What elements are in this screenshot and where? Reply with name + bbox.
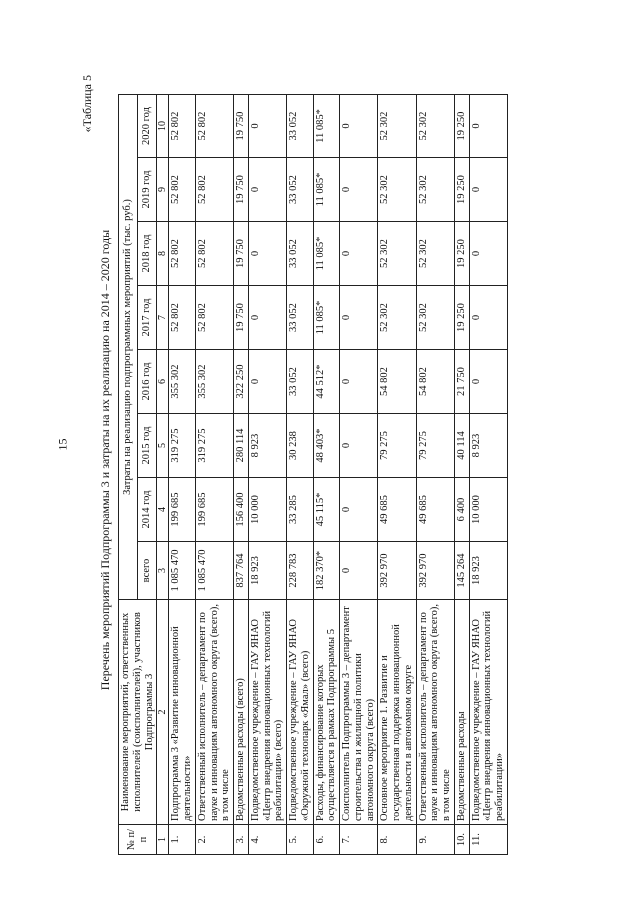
row-name: Соисполнитель Подпрограммы 3 – департамент строительства и жилищной политики автономного округа (всего) bbox=[340, 600, 378, 825]
table-row bbox=[313, 95, 340, 855]
header-costs: Затраты на реализацию подпрограммных мероприятий (тыс. руб.) bbox=[119, 95, 138, 600]
row-year-value: 52 302 bbox=[378, 286, 416, 350]
row-number: 10. bbox=[454, 825, 469, 855]
row-year-value: 11 085* bbox=[313, 158, 340, 222]
row-year-value: 0 bbox=[340, 350, 378, 414]
row-name: Ведомственные расходы bbox=[454, 600, 469, 825]
column-index: 8 bbox=[157, 222, 169, 286]
table-body bbox=[169, 95, 508, 855]
row-year-value: 11 085* bbox=[313, 95, 340, 158]
row-year-value: 33 052 bbox=[287, 222, 314, 286]
row-year-value: 0 bbox=[469, 158, 507, 222]
row-year-value: 49 685 bbox=[416, 478, 454, 542]
row-year-value: 11 085* bbox=[313, 286, 340, 350]
row-year-value: 30 238 bbox=[287, 414, 314, 478]
header-year: 2019 год bbox=[138, 158, 157, 222]
document-title: Перечень мероприятий Подпрограммы 3 и затраты на их реализацию на 2014 – 2020 годы bbox=[98, 229, 112, 691]
row-name: Основное мероприятие 1. Развитие и государственная поддержка инновационной деятельности в автономном округе bbox=[378, 600, 416, 825]
row-year-value: 0 bbox=[248, 350, 286, 414]
row-year-value: 33 285 bbox=[287, 478, 314, 542]
row-year-value: 52 302 bbox=[378, 222, 416, 286]
row-year-value: 156 400 bbox=[234, 478, 249, 542]
row-number: 6. bbox=[313, 825, 340, 855]
row-total: 837 764 bbox=[234, 542, 249, 600]
header-row-1 bbox=[119, 95, 138, 855]
row-year-value: 10 000 bbox=[248, 478, 286, 542]
table-row bbox=[234, 95, 249, 855]
row-year-value: 322 250 bbox=[234, 350, 249, 414]
row-number: 7. bbox=[340, 825, 378, 855]
row-year-value: 10 000 bbox=[469, 478, 507, 542]
table-row bbox=[454, 95, 469, 855]
row-total: 1 085 470 bbox=[169, 542, 196, 600]
table-row bbox=[195, 95, 233, 855]
row-total: 1 085 470 bbox=[195, 542, 233, 600]
row-total: 392 970 bbox=[416, 542, 454, 600]
row-year-value: 54 802 bbox=[416, 350, 454, 414]
table-row bbox=[378, 95, 416, 855]
column-index: 5 bbox=[157, 414, 169, 478]
row-year-value: 0 bbox=[248, 158, 286, 222]
row-year-value: 19 750 bbox=[234, 158, 249, 222]
row-year-value: 33 052 bbox=[287, 350, 314, 414]
row-year-value: 0 bbox=[340, 95, 378, 158]
row-name: Ведомственные расходы (всего) bbox=[234, 600, 249, 825]
table-row bbox=[340, 95, 378, 855]
header-year: 2020 год bbox=[138, 95, 157, 158]
row-year-value: 54 802 bbox=[378, 350, 416, 414]
row-total: 0 bbox=[340, 542, 378, 600]
row-number: 2. bbox=[195, 825, 233, 855]
row-year-value: 40 114 bbox=[454, 414, 469, 478]
row-total: 18 923 bbox=[248, 542, 286, 600]
row-number: 1. bbox=[169, 825, 196, 855]
header-year: 2015 год bbox=[138, 414, 157, 478]
header-year: 2016 год bbox=[138, 350, 157, 414]
table-row bbox=[416, 95, 454, 855]
table-row bbox=[469, 95, 507, 855]
header-year: 2017 год bbox=[138, 286, 157, 350]
row-year-value: 52 802 bbox=[169, 158, 196, 222]
column-index-row bbox=[157, 95, 169, 855]
row-year-value: 52 302 bbox=[416, 286, 454, 350]
row-number: 3. bbox=[234, 825, 249, 855]
header-year: 2018 год bbox=[138, 222, 157, 286]
column-index: 10 bbox=[157, 95, 169, 158]
expenses-table bbox=[118, 94, 508, 855]
row-total: 392 970 bbox=[378, 542, 416, 600]
row-name: Ответственный исполнитель – департамент по науке и инновациям автономного округа (всего), в том числе bbox=[195, 600, 233, 825]
row-year-value: 0 bbox=[469, 286, 507, 350]
row-year-value: 52 802 bbox=[195, 286, 233, 350]
row-number: 8. bbox=[378, 825, 416, 855]
row-year-value: 52 302 bbox=[416, 158, 454, 222]
row-year-value: 319 275 bbox=[169, 414, 196, 478]
row-name: Расходы, финансирование которых осуществляется в рамках Подпрограммы 5 bbox=[313, 600, 340, 825]
row-year-value: 21 750 bbox=[454, 350, 469, 414]
row-year-value: 19 750 bbox=[234, 95, 249, 158]
row-name: Ответственный исполнитель – департамент по науке и инновациям автономного округа (всего), в том числе bbox=[416, 600, 454, 825]
rotated-page-content bbox=[80, 65, 600, 855]
row-year-value: 52 802 bbox=[169, 286, 196, 350]
header-num: № п/п bbox=[119, 825, 157, 855]
row-year-value: 0 bbox=[248, 95, 286, 158]
row-total: 18 923 bbox=[469, 542, 507, 600]
row-year-value: 319 275 bbox=[195, 414, 233, 478]
row-year-value: 8 923 bbox=[248, 414, 286, 478]
row-year-value: 355 302 bbox=[195, 350, 233, 414]
row-year-value: 0 bbox=[469, 350, 507, 414]
row-year-value: 79 275 bbox=[416, 414, 454, 478]
row-year-value: 52 302 bbox=[416, 222, 454, 286]
header-name: Наименование мероприятий, ответственных исполнителей (соисполнителей), участников Подпрограммы 3 bbox=[119, 600, 157, 825]
row-year-value: 52 302 bbox=[378, 95, 416, 158]
row-year-value: 19 250 bbox=[454, 95, 469, 158]
row-year-value: 33 052 bbox=[287, 286, 314, 350]
row-year-value: 52 302 bbox=[416, 95, 454, 158]
row-year-value: 0 bbox=[469, 95, 507, 158]
row-year-value: 44 512* bbox=[313, 350, 340, 414]
row-year-value: 11 085* bbox=[313, 222, 340, 286]
row-year-value: 52 802 bbox=[169, 222, 196, 286]
row-year-value: 6 400 bbox=[454, 478, 469, 542]
row-year-value: 0 bbox=[340, 222, 378, 286]
row-year-value: 0 bbox=[340, 286, 378, 350]
row-year-value: 19 750 bbox=[234, 286, 249, 350]
row-name: Подведомственное учреждение – ГАУ ЯНАО «Центр внедрения инновационных технологий реабилитации» bbox=[469, 600, 507, 825]
page-number: 15 bbox=[55, 438, 70, 451]
row-number: 4. bbox=[248, 825, 286, 855]
row-total: 228 783 bbox=[287, 542, 314, 600]
row-year-value: 79 275 bbox=[378, 414, 416, 478]
row-number: 5. bbox=[287, 825, 314, 855]
row-year-value: 199 685 bbox=[169, 478, 196, 542]
table-label: «Таблица 5 bbox=[80, 75, 94, 133]
row-year-value: 0 bbox=[340, 158, 378, 222]
row-year-value: 19 250 bbox=[454, 158, 469, 222]
row-year-value: 280 114 bbox=[234, 414, 249, 478]
row-year-value: 19 250 bbox=[454, 222, 469, 286]
row-year-value: 8 923 bbox=[469, 414, 507, 478]
row-year-value: 19 750 bbox=[234, 222, 249, 286]
row-year-value: 0 bbox=[340, 414, 378, 478]
row-total: 182 370* bbox=[313, 542, 340, 600]
row-year-value: 52 802 bbox=[195, 222, 233, 286]
column-index: 9 bbox=[157, 158, 169, 222]
row-year-value: 199 685 bbox=[195, 478, 233, 542]
row-year-value: 45 115* bbox=[313, 478, 340, 542]
row-year-value: 0 bbox=[248, 286, 286, 350]
table-row bbox=[287, 95, 314, 855]
row-year-value: 52 802 bbox=[195, 95, 233, 158]
column-index: 2 bbox=[157, 600, 169, 825]
row-year-value: 19 250 bbox=[454, 286, 469, 350]
row-year-value: 48 403* bbox=[313, 414, 340, 478]
row-year-value: 0 bbox=[469, 222, 507, 286]
row-number: 9. bbox=[416, 825, 454, 855]
table-row bbox=[248, 95, 286, 855]
row-year-value: 52 802 bbox=[195, 158, 233, 222]
row-year-value: 52 302 bbox=[378, 158, 416, 222]
row-number: 11. bbox=[469, 825, 507, 855]
header-total: всего bbox=[138, 542, 157, 600]
header-year: 2014 год bbox=[138, 478, 157, 542]
column-index: 3 bbox=[157, 542, 169, 600]
row-total: 145 264 bbox=[454, 542, 469, 600]
column-index: 7 bbox=[157, 286, 169, 350]
column-index: 6 bbox=[157, 350, 169, 414]
column-index: 4 bbox=[157, 478, 169, 542]
row-year-value: 49 685 bbox=[378, 478, 416, 542]
row-name: Подведомственное учреждение – ГАУ ЯНАО «Окружной технопарк «Ямал» (всего) bbox=[287, 600, 314, 825]
row-year-value: 33 052 bbox=[287, 158, 314, 222]
row-year-value: 0 bbox=[248, 222, 286, 286]
row-year-value: 52 802 bbox=[169, 95, 196, 158]
column-index: 1 bbox=[157, 825, 169, 855]
row-year-value: 355 302 bbox=[169, 350, 196, 414]
row-name: Подпрограмма 3 «Развитие инновационной деятельности» bbox=[169, 600, 196, 825]
row-year-value: 0 bbox=[340, 478, 378, 542]
row-name: Подведомственное учреждение – ГАУ ЯНАО «Центр внедрения инновационных технологий реабилитации» (всего) bbox=[248, 600, 286, 825]
row-year-value: 33 052 bbox=[287, 95, 314, 158]
table-row bbox=[169, 95, 196, 855]
